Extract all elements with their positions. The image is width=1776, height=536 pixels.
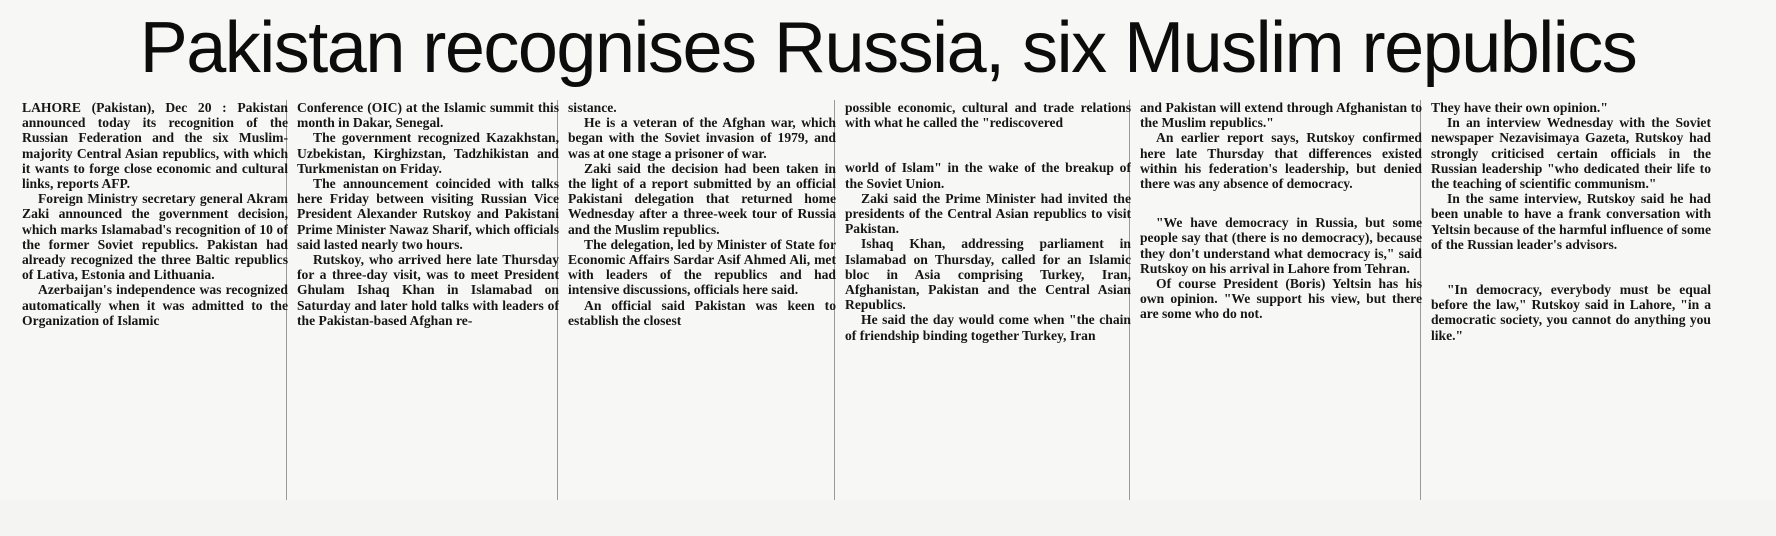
column-6 <box>1431 100 1711 500</box>
paragraph: world of Islam" in the wake of the breakup of the Soviet Union. <box>845 160 1131 191</box>
paragraph: The announcement coincided with talks here Friday between visiting Russian Vice President Alexander Rutskoy and Pakistani Prime Minister Nawaz Sharif, which officials said lasted nearly two hours. <box>297 176 559 252</box>
paragraph: "We have democracy in Russia, but some people say that (there is no democracy), because they don't understand what democracy is," said Rutskoy on his arrival in Lahore from Tehran. <box>1140 215 1422 276</box>
paragraph: Ishaq Khan, addressing parliament in Islamabad on Thursday, called for an Islamic bloc in Asia comprising Turkey, Iran, Afghanistan, Pakistan and the Central Asian Republics. <box>845 236 1131 313</box>
column-2 <box>297 100 559 500</box>
paragraph: possible economic, cultural and trade relations with what he called the "rediscovered <box>845 100 1131 131</box>
paragraph: Conference (OIC) at the Islamic summit this month in Dakar, Senegal. <box>297 100 559 131</box>
paragraph: "In democracy, everybody must be equal before the law," Rutskoy said in Lahore, "in a democratic society, you cannot do anything you like." <box>1431 282 1711 343</box>
paragraph: and Pakistan will extend through Afghanistan to the Muslim republics." <box>1140 100 1422 131</box>
paragraph: Foreign Ministry secretary general Akram Zaki announced the government decision, which marks Islamabad's recognition of 10 of the former Soviet republics. Pakistan had already recognized the three Baltic republics of Lativa, Estonia and Lithuania. <box>22 191 288 283</box>
paragraph: Rutskoy, who arrived here late Thursday for a three-day visit, was to meet President Ghulam Ishaq Khan in Islamabad on Saturday and later hold talks with leaders of the Pakistan-based Afghan re- <box>297 252 559 328</box>
headline: Pakistan recognises Russia, six Muslim republics <box>139 7 1637 88</box>
paragraph: An official said Pakistan was keen to establish the closest <box>568 297 836 328</box>
paragraph: The government recognized Kazakhstan, Uzbekistan, Kirghizstan, Tadzhikistan and Turkmenistan on Friday. <box>297 130 559 176</box>
column-5 <box>1140 100 1422 500</box>
paragraph: Zaki said the Prime Minister had invited the presidents of the Central Asian republics to visit Pakistan. <box>845 190 1131 237</box>
paragraph: In an interview Wednesday with the Soviet newspaper Nezavisimaya Gazeta, Rutskoy had strongly criticised certain officials in the Russian leadership "who dedicated their life to the teaching of scientific communism." <box>1431 115 1711 192</box>
paragraph: The delegation, led by Minister of State for Economic Affairs Sardar Asif Ahmed Ali, met with leaders of the republics and had intensive discussions, officials here said. <box>568 236 836 298</box>
column-1 <box>22 100 288 500</box>
paragraph: sistance. <box>568 100 617 115</box>
paragraph: Of course President (Boris) Yeltsin has his own opinion. "We support his view, but there are some who do not. <box>1140 276 1422 322</box>
paragraph: They have their own opinion." <box>1431 100 1608 115</box>
paragraph: Zaki said the decision had been taken in the light of a report submitted by an official Pakistani delegation that returned home Wednesday after a three-week tour of Russia and the Muslim republics. <box>568 160 836 237</box>
paragraph: In the same interview, Rutskoy said he had been unable to have a frank conversation with Yeltsin because of the harmful influence of some of the Russian leader's advisors. <box>1431 191 1711 252</box>
column-4 <box>845 100 1131 500</box>
paragraph: Azerbaijan's independence was recognized automatically when it was admitted to the Organization of Islamic <box>22 282 288 328</box>
column-3 <box>568 100 836 500</box>
paragraph: He said the day would come when "the chain of friendship binding together Turkey, Iran <box>845 312 1131 343</box>
paragraph: LAHORE (Pakistan), Dec 20 : Pakistan announced today its recognition of the Russian Federation and the six Muslim-majority Central Asian republics, with which it wants to forge close economic and cultural links, reports AFP. <box>22 100 288 192</box>
paragraph: An earlier report says, Rutskoy confirmed here late Thursday that differences existed within his federation's leadership, but denied there was any absence of democracy. <box>1140 130 1422 192</box>
page-margin <box>0 500 1776 536</box>
article-body <box>22 100 1762 500</box>
paragraph: He is a veteran of the Afghan war, which began with the Soviet invasion of 1979, and was at one stage a prisoner of war. <box>568 115 836 161</box>
